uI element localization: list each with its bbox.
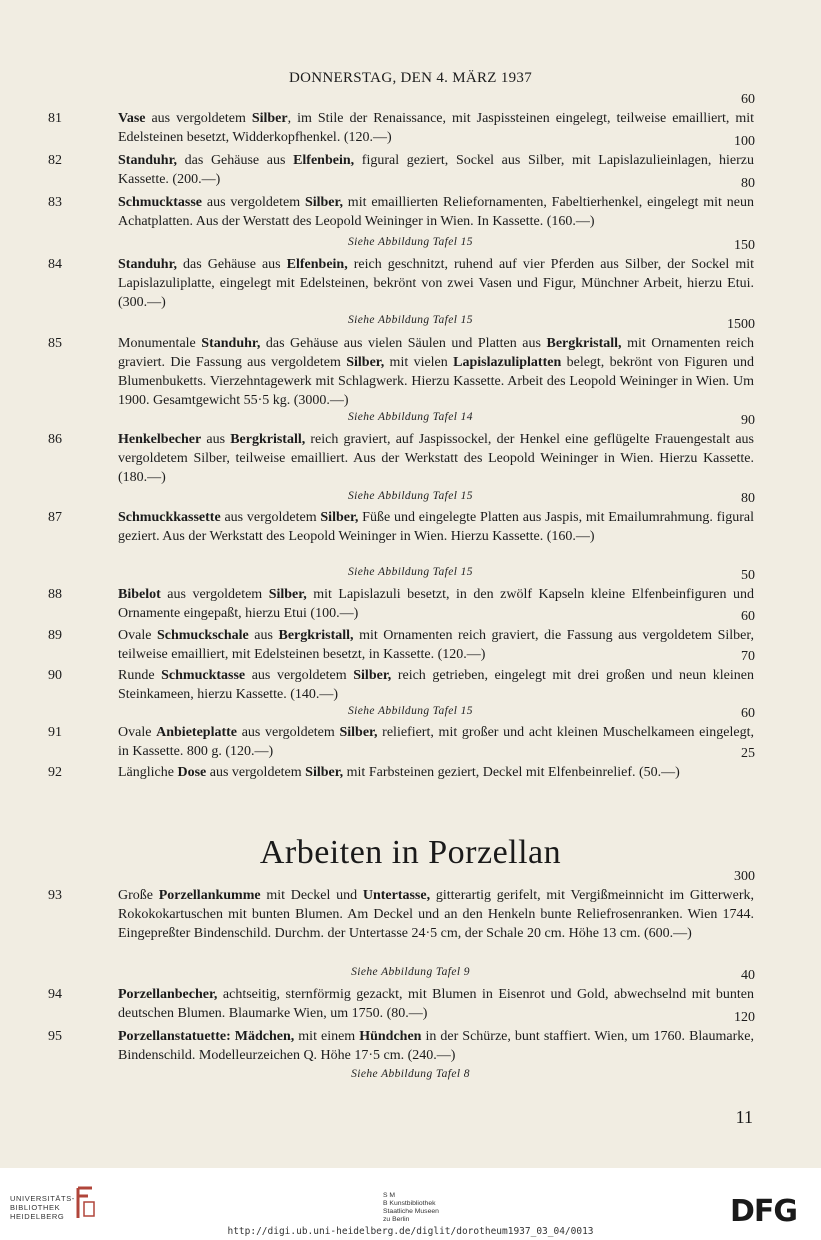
lot-description: Runde Schmucktasse aus vergoldetem Silber, reich getrieben, eingelegt mit drei großen und neun kleinen Steinkameen, hierzu Kassette. (140.—) (118, 668, 754, 702)
lot-price: 80 (741, 491, 755, 506)
lot-description: Ovale Schmuckschale aus Bergkristall, mit Ornamenten reich graviert, die Fassung aus vergoldetem Silber, teilweise emailliert, mit Edelsteinen besetzt, in Kassette. (120.—) (118, 628, 754, 662)
lot-price: 120 (734, 1010, 755, 1025)
figure-reference: Siehe Abbildung Tafel 9 (351, 966, 470, 978)
lot-description: Standuhr, das Gehäuse aus Elfenbein, figural geziert, Sockel aus Silber, mit Lapislazulieinlagen, hierzu Kassette. (200.—) (118, 153, 754, 187)
lot-price: 70 (741, 649, 755, 664)
lot-price: 25 (741, 746, 755, 761)
lot-description: Große Porzellankumme mit Deckel und Untertasse, gitterartig gerifelt, mit Vergißmeinnicht im Gitterwerk, Rokokokartuschen mit bunten Blumen. Am Deckel und an den Henkeln bunte Reliefrosenranken. Wien 1744. Eingepreßter Bindenschild. Durchm. der Untertasse 24·5 cm, der Schale 20 cm. Höhe 13 cm. (600.—) (118, 888, 754, 941)
lot-number: 92 (48, 765, 62, 780)
university-logo-icon (74, 1186, 98, 1220)
lot-price: 60 (741, 92, 755, 107)
lot-price: 50 (741, 568, 755, 583)
lot-price: 300 (734, 869, 755, 884)
lot-description: Porzellanstatuette: Mädchen, mit einem Hündchen in der Schürze, bunt staffiert. Wien, um 1760. Blaumarke, Bindenschild. Modelleurzeichen Q. Höhe 17·5 cm. (240.—) (118, 1029, 755, 1063)
lot-number: 81 (48, 111, 62, 126)
figure-reference: Siehe Abbildung Tafel 15 (348, 314, 473, 326)
lot-description: Standuhr, das Gehäuse aus Elfenbein, reich geschnitzt, ruhend auf vier Pferden aus Silber, der Sockel mit Lapislazuliplatte, eingelegt mit Edelsteinen, bekrönt von zwei Vasen und Figur, Münchner Arbeit, hierzu Etui. (300.—) (118, 257, 754, 310)
figure-reference: Siehe Abbildung Tafel 15 (348, 566, 473, 578)
lot-price: 60 (741, 706, 755, 721)
university-library-label: UNIVERSITÄTS- BIBLIOTHEK HEIDELBERG (10, 1194, 75, 1221)
lot-price: 90 (741, 413, 755, 428)
lot-number: 87 (48, 510, 62, 525)
lot-number: 84 (48, 257, 62, 272)
lot-number: 88 (48, 587, 62, 602)
lot-price: 40 (741, 968, 755, 983)
figure-reference: Siehe Abbildung Tafel 15 (348, 236, 473, 248)
figure-reference: Siehe Abbildung Tafel 8 (351, 1068, 470, 1080)
lot-price: 100 (734, 134, 755, 149)
lot-number: 93 (48, 888, 62, 903)
lot-description: Vase aus vergoldetem Silber, im Stile der Renaissance, mit Jaspissteinen eingelegt, teilweise emailliert, mit Edelsteinen besetzt, Widderkopfhenkel. (120.—) (118, 111, 754, 145)
lot-price: 60 (741, 609, 755, 624)
lot-number: 90 (48, 668, 62, 683)
section-title: Arbeiten in Porzellan (259, 834, 562, 871)
dfg-logo: DFG (730, 1194, 798, 1229)
lot-price: 1500 (727, 317, 755, 332)
lot-number: 89 (48, 628, 62, 643)
lot-number: 86 (48, 432, 62, 447)
lot-number: 83 (48, 195, 62, 210)
lot-description: Schmuckkassette aus vergoldetem Silber, Füße und eingelegte Platten aus Jaspis, mit Emailumrahmung. figural geziert. Aus der Werkstatt des Leopold Weininger in Wien. Hierzu Kassette. (160.—) (118, 510, 754, 544)
lot-description: Monumentale Standuhr, das Gehäuse aus vielen Säulen und Platten aus Bergkristall, mit Ornamenten reich graviert. Die Fassung aus vergoldetem Silber, mit vielen Lapislazuliplatten belegt, bekrönt von Figuren und Blumenbuketts. Vierzehntagewerk mit Schlagwerk. Hierzu Kassette. Arbeit des Leopold Weininger in Wien. Um 1900. Gesamtgewicht 55·5 kg. (3000.—) (118, 336, 754, 408)
lot-price: 150 (734, 238, 755, 253)
lot-price: 80 (741, 176, 755, 191)
lot-description: Längliche Dose aus vergoldetem Silber, mit Farbsteinen geziert, Deckel mit Elfenbeinrelief. (50.—) (118, 765, 680, 780)
lot-description: Bibelot aus vergoldetem Silber, mit Lapislazuli besetzt, in den zwölf Kapseln kleine Elfenbeinfiguren und Ornamente eingepaßt, hierzu Etui (100.—) (118, 587, 754, 621)
lot-number: 94 (48, 987, 62, 1002)
lot-number: 85 (48, 336, 62, 351)
figure-reference: Siehe Abbildung Tafel 15 (348, 490, 473, 502)
figure-reference: Siehe Abbildung Tafel 15 (348, 705, 473, 717)
lot-description: Henkelbecher aus Bergkristall, reich graviert, auf Jaspissockel, der Henkel eine geflügelte Frauengestalt aus vergoldetem Silber, teilweise emailliert. Aus der Werkstatt des Leopold Weininger in Wien. Hierzu Kassette. (180.—) (118, 432, 754, 485)
lot-description: Schmucktasse aus vergoldetem Silber, mit emaillierten Reliefornamenten, Fabeltierhenkel, eingelegt mit neun Achatplatten. Aus der Werstatt des Leopold Weininger in Wien. In Kassette. (160.—) (118, 195, 754, 229)
lot-description: Porzellanbecher, achtseitig, sternförmig gezackt, mit Blumen in Eisenrot und Gold, abwechselnd mit bunten deutschen Blumen. Blaumarke Wien, um 1750. (80.—) (118, 987, 754, 1021)
museum-label: S M B Kunstbibliothek Staatliche Museen zu Berlin (383, 1192, 439, 1223)
lot-number: 91 (48, 725, 62, 740)
page-number: 11 (735, 1107, 753, 1127)
lot-number: 82 (48, 153, 62, 168)
lot-description: Ovale Anbieteplatte aus vergoldetem Silber, reliefiert, mit großer und acht kleinen Muschelkameen eingelegt, in Kassette. 800 g. (120.—) (118, 725, 754, 759)
figure-reference: Siehe Abbildung Tafel 14 (348, 411, 473, 423)
page-header: DONNERSTAG, DEN 4. MÄRZ 1937 (288, 70, 533, 86)
lot-number: 95 (48, 1029, 62, 1044)
source-url-link[interactable]: http://digi.ub.uni-heidelberg.de/diglit/dorotheum1937_03_04/0013 (227, 1226, 594, 1237)
